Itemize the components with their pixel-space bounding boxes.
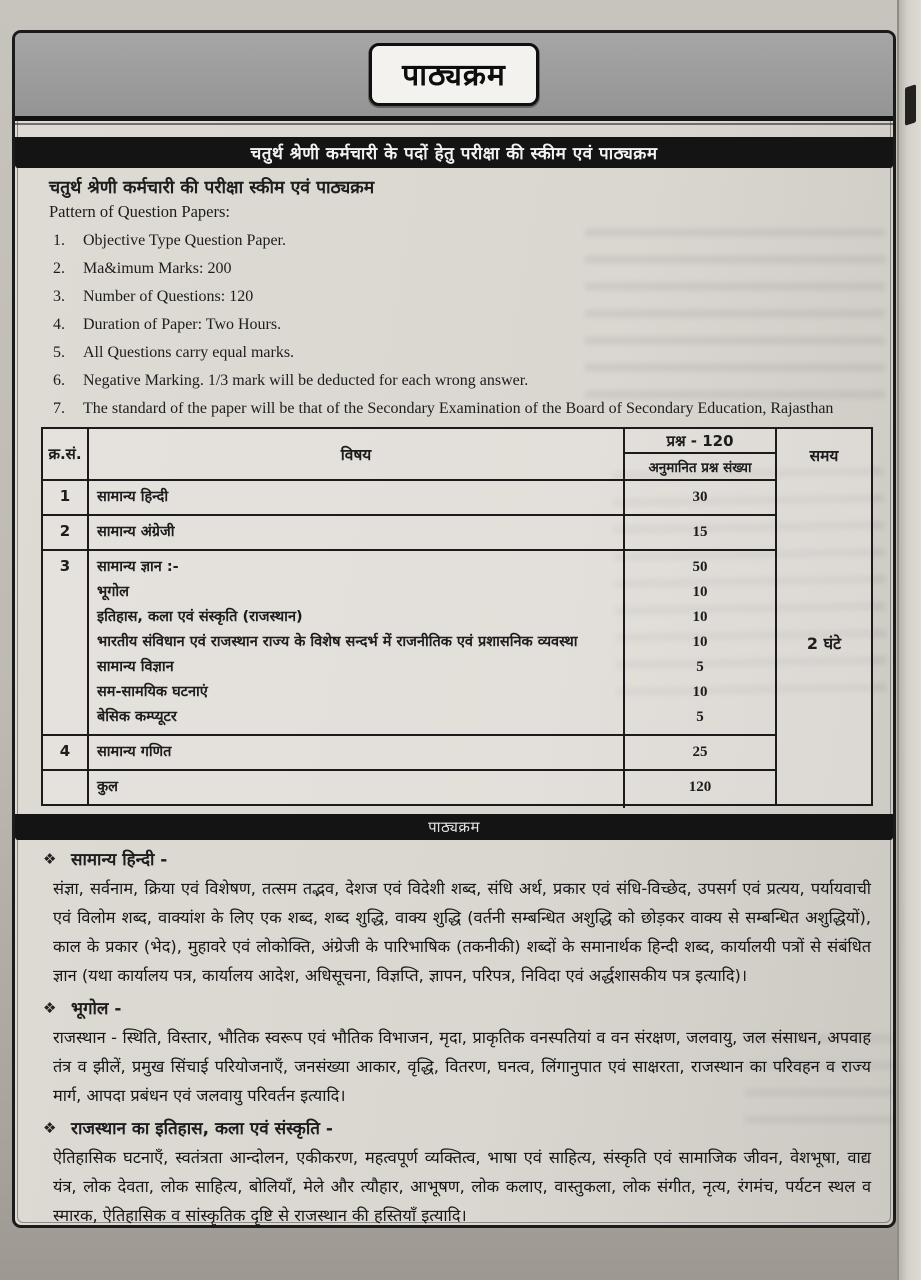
page-title: पाठ्यक्रम: [369, 43, 539, 106]
diamond-bullet-icon: ❖: [43, 849, 57, 868]
page-edge-strip: [897, 0, 921, 1280]
table-line: [89, 630, 775, 655]
section-heading: [37, 844, 873, 873]
pattern-item-number: 7.: [53, 400, 65, 417]
table-row: [43, 736, 775, 771]
syllabus-banner: पाठ्यक्रम: [15, 814, 893, 840]
syllabus-sections: [37, 844, 873, 1228]
pattern-item: [37, 395, 873, 423]
syllabus-table: [41, 427, 873, 806]
table-cell-count: 25: [692, 744, 708, 760]
table-header-row: [43, 429, 775, 481]
pattern-item-text: Duration of Paper: Two Hours.: [83, 316, 282, 333]
exam-scheme-banner: चतुर्थ श्रेणी कर्मचारी के पदों हेतु परीक्षा की स्कीम एवं पाठ्यक्रम: [15, 137, 893, 168]
table-cell-count: 15: [692, 524, 708, 540]
table-cell-count: 10: [692, 634, 708, 650]
pattern-item-number: 2.: [53, 260, 65, 277]
table-cell-subject: सामान्य ज्ञान :-: [97, 559, 179, 575]
table-cell-lines: [89, 771, 775, 804]
table-row: [43, 771, 775, 804]
section-body: संज्ञा, सर्वनाम, क्रिया एवं विशेषण, तत्सम तद्भव, देशज एवं विदेशी शब्द, संधि अर्थ, प्रकार एवं संधि-विच्छेद, उपसर्ग एवं प्रत्यय, पर्यायवाची एवं विलोम शब्द, वाक्यांश के लिए एक शब्द, शब्द शुद्धि, वाक्य शुद्धि (वर्तनी सम्बन्धित अशुद्धि को छोड़कर वाक्य से सम्बन्धित अशुद्धियों), काल के प्रकार (भेद), मुहावरे एवं लोकोक्ति, अंग्रेजी के पारिभाषिक (तकनीकी) शब्दों के समानार्थक हिन्दी शब्द, कार्यालयी पत्रों से संबंधित ज्ञान (यथा कार्यालय पत्र, कार्यालय आदेश, अधिसूचना, विज्ञप्ति, ज्ञापन, परिपत्र, निविदा एवं अर्द्धशासकीय पत्र इत्यादि)।: [53, 879, 871, 985]
table-cell-sno: 4: [43, 736, 89, 769]
table-row: [43, 551, 775, 736]
table-cell-sno: 3: [43, 551, 89, 734]
section-heading-text: भूगोल -: [71, 999, 122, 1019]
table-line: [89, 775, 775, 800]
table-cell-count: 50: [692, 559, 708, 575]
pattern-item-text: Negative Marking. 1/3 mark will be deducted for each wrong answer.: [83, 372, 529, 389]
pattern-item: [37, 311, 873, 339]
table-cell-subject: बेसिक कम्प्यूटर: [97, 709, 177, 725]
pattern-item: [37, 367, 873, 395]
table-header-time: समय: [809, 447, 839, 465]
pattern-item: [37, 283, 873, 311]
pattern-item: [37, 255, 873, 283]
table-cell-subject: सामान्य गणित: [97, 744, 172, 760]
diamond-bullet-icon: ❖: [43, 1118, 57, 1137]
table-cell-lines: [89, 481, 775, 514]
pattern-item-text: The standard of the paper will be that of the Secondary Examination of the Board of Secondary Education, Rajasthan: [83, 400, 834, 417]
syllabus-section: [37, 993, 873, 1110]
table-cell-subject: इतिहास, कला एवं संस्कृति (राजस्थान): [97, 609, 303, 625]
table-body: [43, 481, 775, 804]
pattern-item-number: 6.: [53, 372, 65, 389]
table-cell-subject: भूगोल: [97, 584, 129, 600]
section-heading: [37, 1113, 873, 1142]
pattern-item-text: Objective Type Question Paper.: [83, 232, 286, 249]
table-row: [43, 481, 775, 516]
header-band: [15, 33, 893, 121]
table-line: [89, 555, 775, 580]
table-cell-sno: 1: [43, 481, 89, 514]
section-heading-text: राजस्थान का इतिहास, कला एवं संस्कृति -: [71, 1119, 333, 1139]
table-cell-subject: कुल: [97, 779, 118, 795]
table-line: [89, 740, 775, 765]
pattern-item-number: 1.: [53, 232, 65, 249]
diamond-bullet-icon: ❖: [43, 998, 57, 1017]
table-header-questions: [625, 429, 775, 479]
table-cell-sno: [43, 771, 89, 804]
table-header-subject: विषय: [89, 429, 625, 479]
syllabus-section: [37, 1113, 873, 1228]
table-time-value: 2 घंटे: [806, 633, 842, 653]
pattern-item-text: Number of Questions: 120: [83, 288, 254, 305]
pattern-item-number: 5.: [53, 344, 65, 361]
pattern-item-number: 3.: [53, 288, 65, 305]
table-cell-count: 10: [692, 584, 708, 600]
table-line: [89, 485, 775, 510]
table-cell-count: 10: [692, 684, 708, 700]
table-header-sno: क्र.सं.: [43, 429, 89, 479]
scheme-heading: चतुर्थ श्रेणी कर्मचारी की परीक्षा स्कीम एवं पाठ्यक्रम: [49, 178, 375, 198]
section-heading-text: सामान्य हिन्दी -: [71, 850, 168, 870]
table-cell-count: 5: [696, 659, 704, 675]
table-cell-lines: [89, 736, 775, 769]
table-cell-sno: 2: [43, 516, 89, 549]
section-body: ऐतिहासिक घटनाएँ, स्वतंत्रता आन्दोलन, एकीकरण, महत्वपूर्ण व्यक्तित्व, भाषा एवं साहित्य, संस्कृति एवं सामाजिक जीवन, वेशभूषा, वाद्य यंत्र, लोक देवता, लोक साहित्य, बोलियाँ, मेले और त्यौहार, आभूषण, लोक कलाए, वास्तुकला, लोक संगीत, नृत्य, रंगमंच, पर्यटन स्थल व स्मारक, ऐतिहासिक व सांस्कृतिक दृष्टि से राजस्थान की हस्तियाँ इत्यादि।: [53, 1148, 871, 1225]
table-line: [89, 680, 775, 705]
table-cell-lines: [89, 551, 775, 734]
page-content: [15, 137, 893, 1228]
pattern-item-text: All Questions carry equal marks.: [83, 344, 295, 361]
table-cell-subject: सामान्य विज्ञान: [97, 659, 174, 675]
table-cell-count: 30: [692, 489, 708, 505]
table-header-questions-total: प्रश्न - 120: [625, 429, 775, 454]
table-line: [89, 580, 775, 605]
table-cell-count: 120: [688, 779, 712, 795]
section-heading: [37, 993, 873, 1022]
pattern-item: [37, 227, 873, 255]
table-line: [89, 605, 775, 630]
section-body: राजस्थान - स्थिति, विस्तार, भौतिक स्वरूप एवं भौतिक विभाजन, मृदा, प्राकृतिक वनस्पतियां व वन संरक्षण, जलवायु, जल संसाधन, अपवाह तंत्र व झीलें, प्रमुख सिंचाई परियोजनाएँ, जनसंख्या आकार, वृद्धि, वितरण, घनत्व, लिंगानुपात एवं साक्षरता, राजस्थान का परिवहन व राज्य मार्ग, आपदा प्रबंधन एवं जलवायु परिवर्तन इत्यादि।: [53, 1028, 871, 1105]
table-cell-subject: सामान्य हिन्दी: [97, 489, 169, 505]
pattern-item-text: Ma&imum Marks: 200: [83, 260, 232, 277]
pattern-heading: Pattern of Question Papers:: [49, 202, 231, 221]
pattern-list: [37, 227, 873, 423]
table-row: [43, 516, 775, 551]
table-line: [89, 655, 775, 680]
table-header-questions-estimated: अनुमानित प्रश्न संख्या: [648, 459, 752, 476]
table-cell-count: 10: [692, 609, 708, 625]
table-main: [43, 429, 777, 804]
table-cell-count: 5: [696, 709, 704, 725]
table-time-column: [777, 429, 871, 804]
page-edge-mark: [905, 84, 916, 126]
table-line: [89, 705, 775, 730]
document-page: [12, 30, 896, 1228]
table-cell-subject: सम-सामयिक घटनाएं: [97, 684, 208, 700]
table-cell-subject: सामान्य अंग्रेजी: [97, 524, 175, 540]
pattern-item: [37, 339, 873, 367]
table-cell-lines: [89, 516, 775, 549]
syllabus-section: [37, 844, 873, 990]
table-line: [89, 520, 775, 545]
pattern-item-number: 4.: [53, 316, 65, 333]
table-cell-subject: भारतीय संविधान एवं राजस्थान राज्य के विशेष सन्दर्भ में राजनीतिक एवं प्रशासनिक व्यवस्था: [97, 634, 578, 650]
